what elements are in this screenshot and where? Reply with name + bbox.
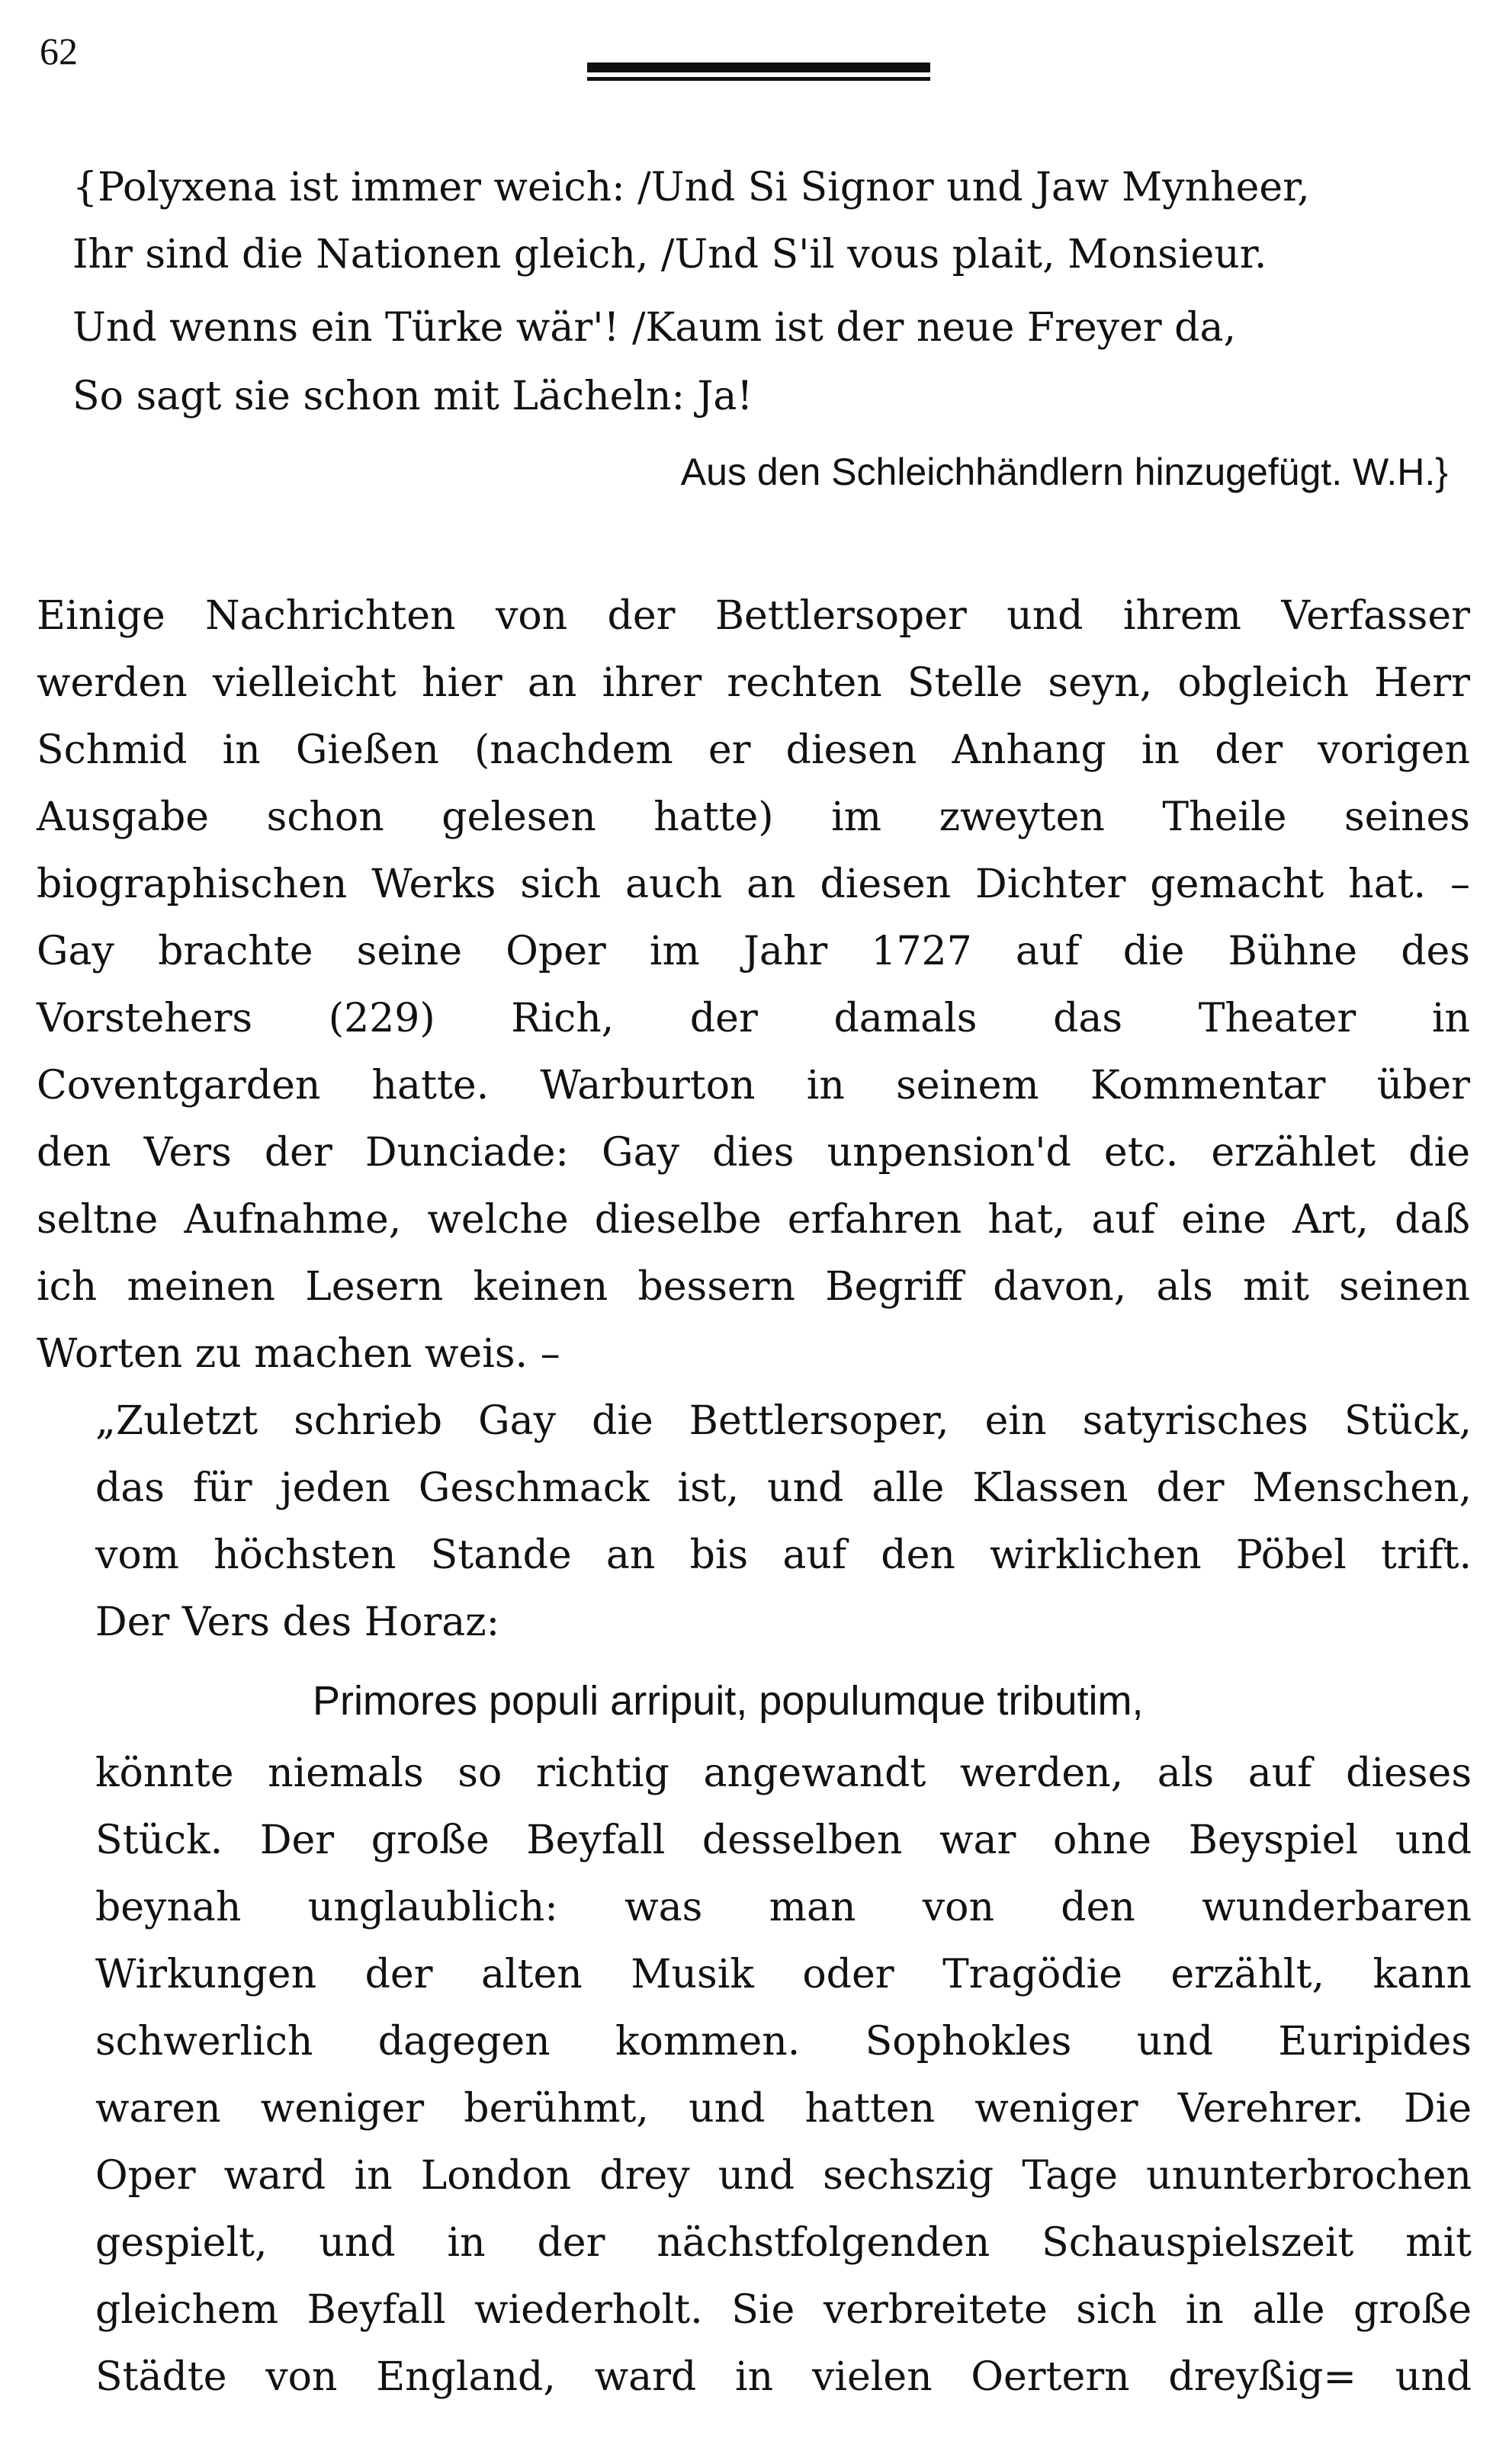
body-line: seltne Aufnahme, welche dieselbe erfahren hat, auf eine Art, daß [37,1197,1470,1243]
quote-line: das für jeden Geschmack ist, und alle Klassen der Menschen, [95,1465,1472,1511]
header-rule [587,63,930,81]
body-line: Gay brachte seine Oper im Jahr 1727 auf die Bühne des [37,929,1470,974]
note-line: Ihr sind die Nationen gleich, /Und S'il vous plait, Monsieur. [72,232,1267,278]
body-line: ich meinen Lesern keinen bessern Begriff davon, als mit seinen [37,1264,1470,1310]
quote-line: beynah unglaublich: was man von den wunderbaren [95,1885,1472,1930]
quote-line: vom höchsten Stande an bis auf den wirklichen Pöbel trift. [95,1532,1472,1578]
note-attribution: Aus den Schleichhändlern hinzugefügt. W.H.} [680,451,1448,493]
body-line: den Vers der Dunciade: Gay dies unpension'd etc. erzählet die [37,1130,1470,1176]
body-line: Einige Nachrichten von der Bettlersoper und ihrem Verfasser [37,593,1470,639]
quote-line: Wirkungen der alten Musik oder Tragödie erzählt, kann [95,1952,1472,1997]
quote-line: Stück. Der große Beyfall desselben war ohne Beyspiel und [95,1818,1472,1863]
body-line: Worten zu machen weis. – [37,1331,560,1377]
body-line: Ausgabe schon gelesen hatte) im zweyten Theile seines [37,794,1470,840]
quote-line: könnte niemals so richtig angewandt werden, als auf dieses [95,1750,1472,1796]
quote-line: gespielt, und in der nächstfolgenden Schauspielszeit mit [95,2220,1472,2266]
body-line: biographischen Werks sich auch an diesen Dichter gemacht hat. – [37,861,1470,907]
quote-line: „Zuletzt schrieb Gay die Bettlersoper, ein satyrisches Stück, [95,1398,1472,1444]
note-line: So sagt sie schon mit Lächeln: Ja! [72,374,753,419]
body-line: Schmid in Gießen (nachdem er diesen Anhang in der vorigen [37,727,1470,773]
body-line: Vorstehers (229) Rich, der damals das Theater in [37,996,1470,1041]
quote-line: Der Vers des Horaz: [95,1599,500,1645]
latin-verse: Primores populi arripuit, populumque tributim, [313,1678,1144,1724]
body-line: werden vielleicht hier an ihrer rechten Stelle seyn, obgleich Herr [37,660,1470,706]
page-number: 62 [40,30,78,72]
quote-line: Oper ward in London drey und sechszig Tage ununterbrochen [95,2153,1472,2199]
note-line: Und wenns ein Türke wär'! /Kaum ist der neue Freyer da, [72,305,1236,351]
quote-line: waren weniger berühmt, und hatten weniger Verehrer. Die [95,2086,1472,2132]
note-line: {Polyxena ist immer weich: /Und Si Signor und Jaw Mynheer, [72,165,1310,210]
quote-line: Städte von England, ward in vielen Oertern dreyßig= und [95,2354,1472,2400]
quote-line: schwerlich dagegen kommen. Sophokles und Euripides [95,2019,1472,2065]
body-line: Coventgarden hatte. Warburton in seinem Kommentar über [37,1063,1470,1108]
quote-line: gleichem Beyfall wiederholt. Sie verbreitete sich in alle große [95,2287,1472,2333]
